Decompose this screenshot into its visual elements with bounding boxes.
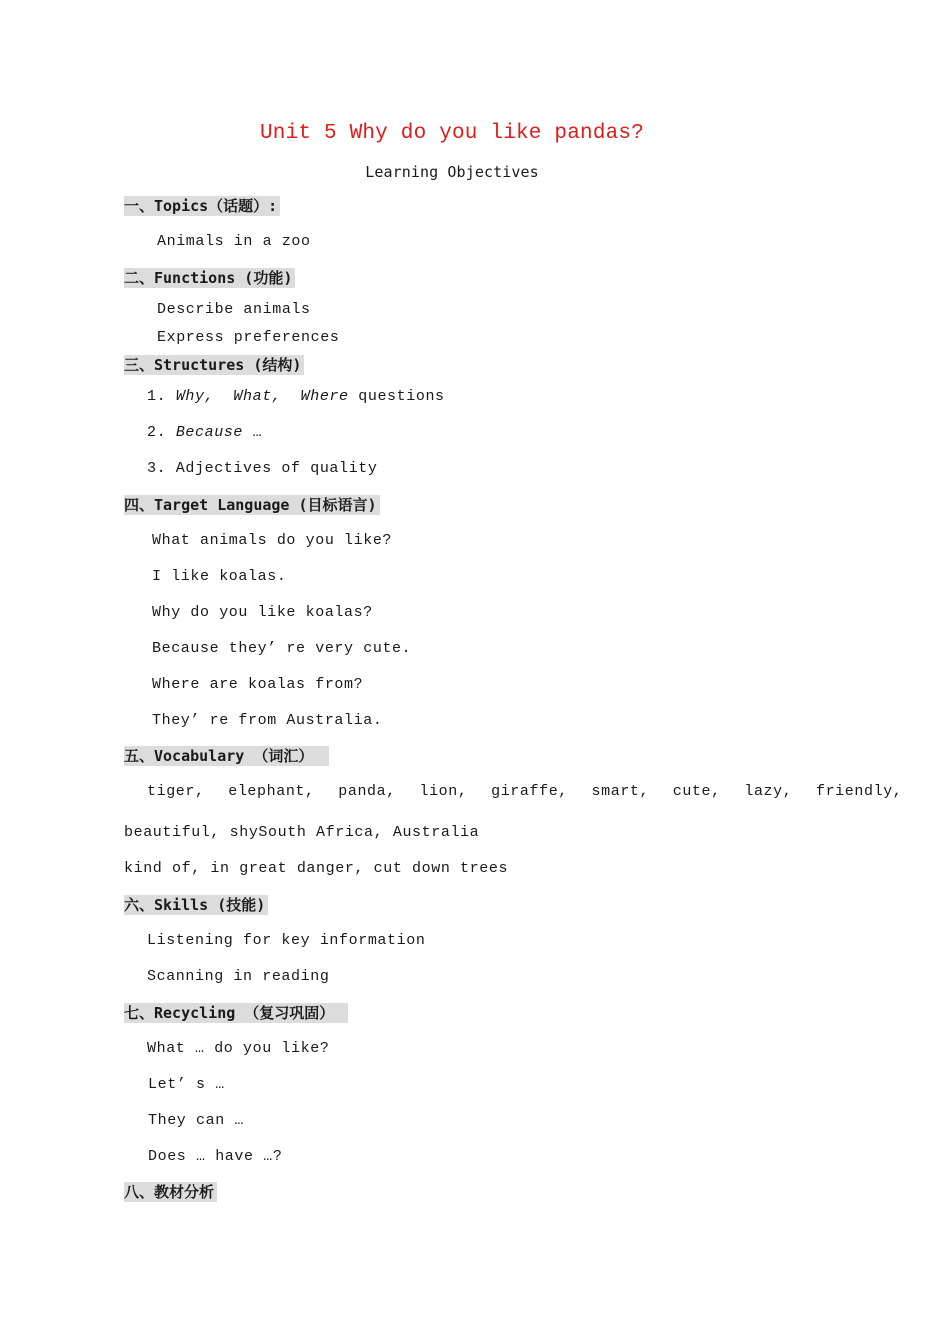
- vocabulary-word: lion,: [419, 783, 468, 800]
- section-heading-recycling: 七、Recycling （复习巩固）: [124, 1003, 348, 1023]
- recycling-item: What … do you like?: [147, 1040, 330, 1057]
- section-heading-vocabulary: 五、Vocabulary （词汇）: [124, 746, 329, 766]
- section-heading-structures: 三、Structures (结构): [124, 355, 304, 375]
- recycling-item: Does … have …?: [148, 1148, 283, 1165]
- structures-item: [147, 387, 445, 407]
- target-language-item: I like koalas.: [152, 568, 287, 585]
- section-heading-topics: 一、Topics（话题）:: [124, 196, 280, 216]
- vocabulary-word: friendly,: [815, 783, 903, 800]
- target-language-item: Where are koalas from?: [152, 676, 364, 693]
- target-language-item: Why do you like koalas?: [152, 604, 373, 621]
- vocabulary-word: smart,: [591, 783, 650, 800]
- structures-item: [147, 423, 262, 443]
- list-number: 1.: [147, 388, 167, 405]
- section-heading-analysis: 八、教材分析: [124, 1182, 217, 1202]
- italic-text: Because: [175, 424, 244, 441]
- structures-item: 3. Adjectives of quality: [147, 460, 378, 477]
- target-language-item: They’ re from Australia.: [152, 712, 383, 729]
- plain-text: …: [243, 424, 263, 441]
- target-language-item: Because they’ re very cute.: [152, 640, 412, 657]
- vocabulary-row: beautiful, shySouth Africa, Australia: [124, 824, 480, 841]
- vocabulary-word: cute,: [672, 783, 721, 800]
- vocabulary-word: elephant,: [228, 783, 315, 800]
- topics-item: Animals in a zoo: [157, 233, 311, 250]
- vocabulary-word: tiger,: [147, 783, 205, 800]
- section-heading-skills: 六、Skills (技能): [124, 895, 268, 915]
- vocabulary-word: panda,: [338, 783, 396, 800]
- plain-text: questions: [348, 388, 445, 405]
- skills-item: Listening for key information: [147, 932, 426, 949]
- vocabulary-word: giraffe,: [491, 783, 568, 800]
- target-language-item: What animals do you like?: [152, 532, 393, 549]
- vocabulary-row: kind of, in great danger, cut down trees: [124, 860, 509, 877]
- skills-item: Scanning in reading: [147, 968, 330, 985]
- vocabulary-row: [147, 782, 902, 802]
- italic-text: Why, What, Where: [175, 388, 349, 405]
- document-title: Unit 5 Why do you like pandas?: [259, 122, 645, 145]
- recycling-item: Let’ s …: [148, 1076, 225, 1093]
- list-number: 2.: [147, 424, 167, 441]
- document-subtitle: Learning Objectives: [365, 163, 539, 181]
- recycling-item: They can …: [148, 1112, 245, 1129]
- section-heading-target-language: 四、Target Language (目标语言): [124, 495, 380, 515]
- section-heading-functions: 二、Functions (功能): [124, 268, 295, 288]
- functions-item: Describe animals: [157, 301, 311, 318]
- functions-item: Express preferences: [157, 329, 340, 346]
- vocabulary-word: lazy,: [744, 783, 793, 800]
